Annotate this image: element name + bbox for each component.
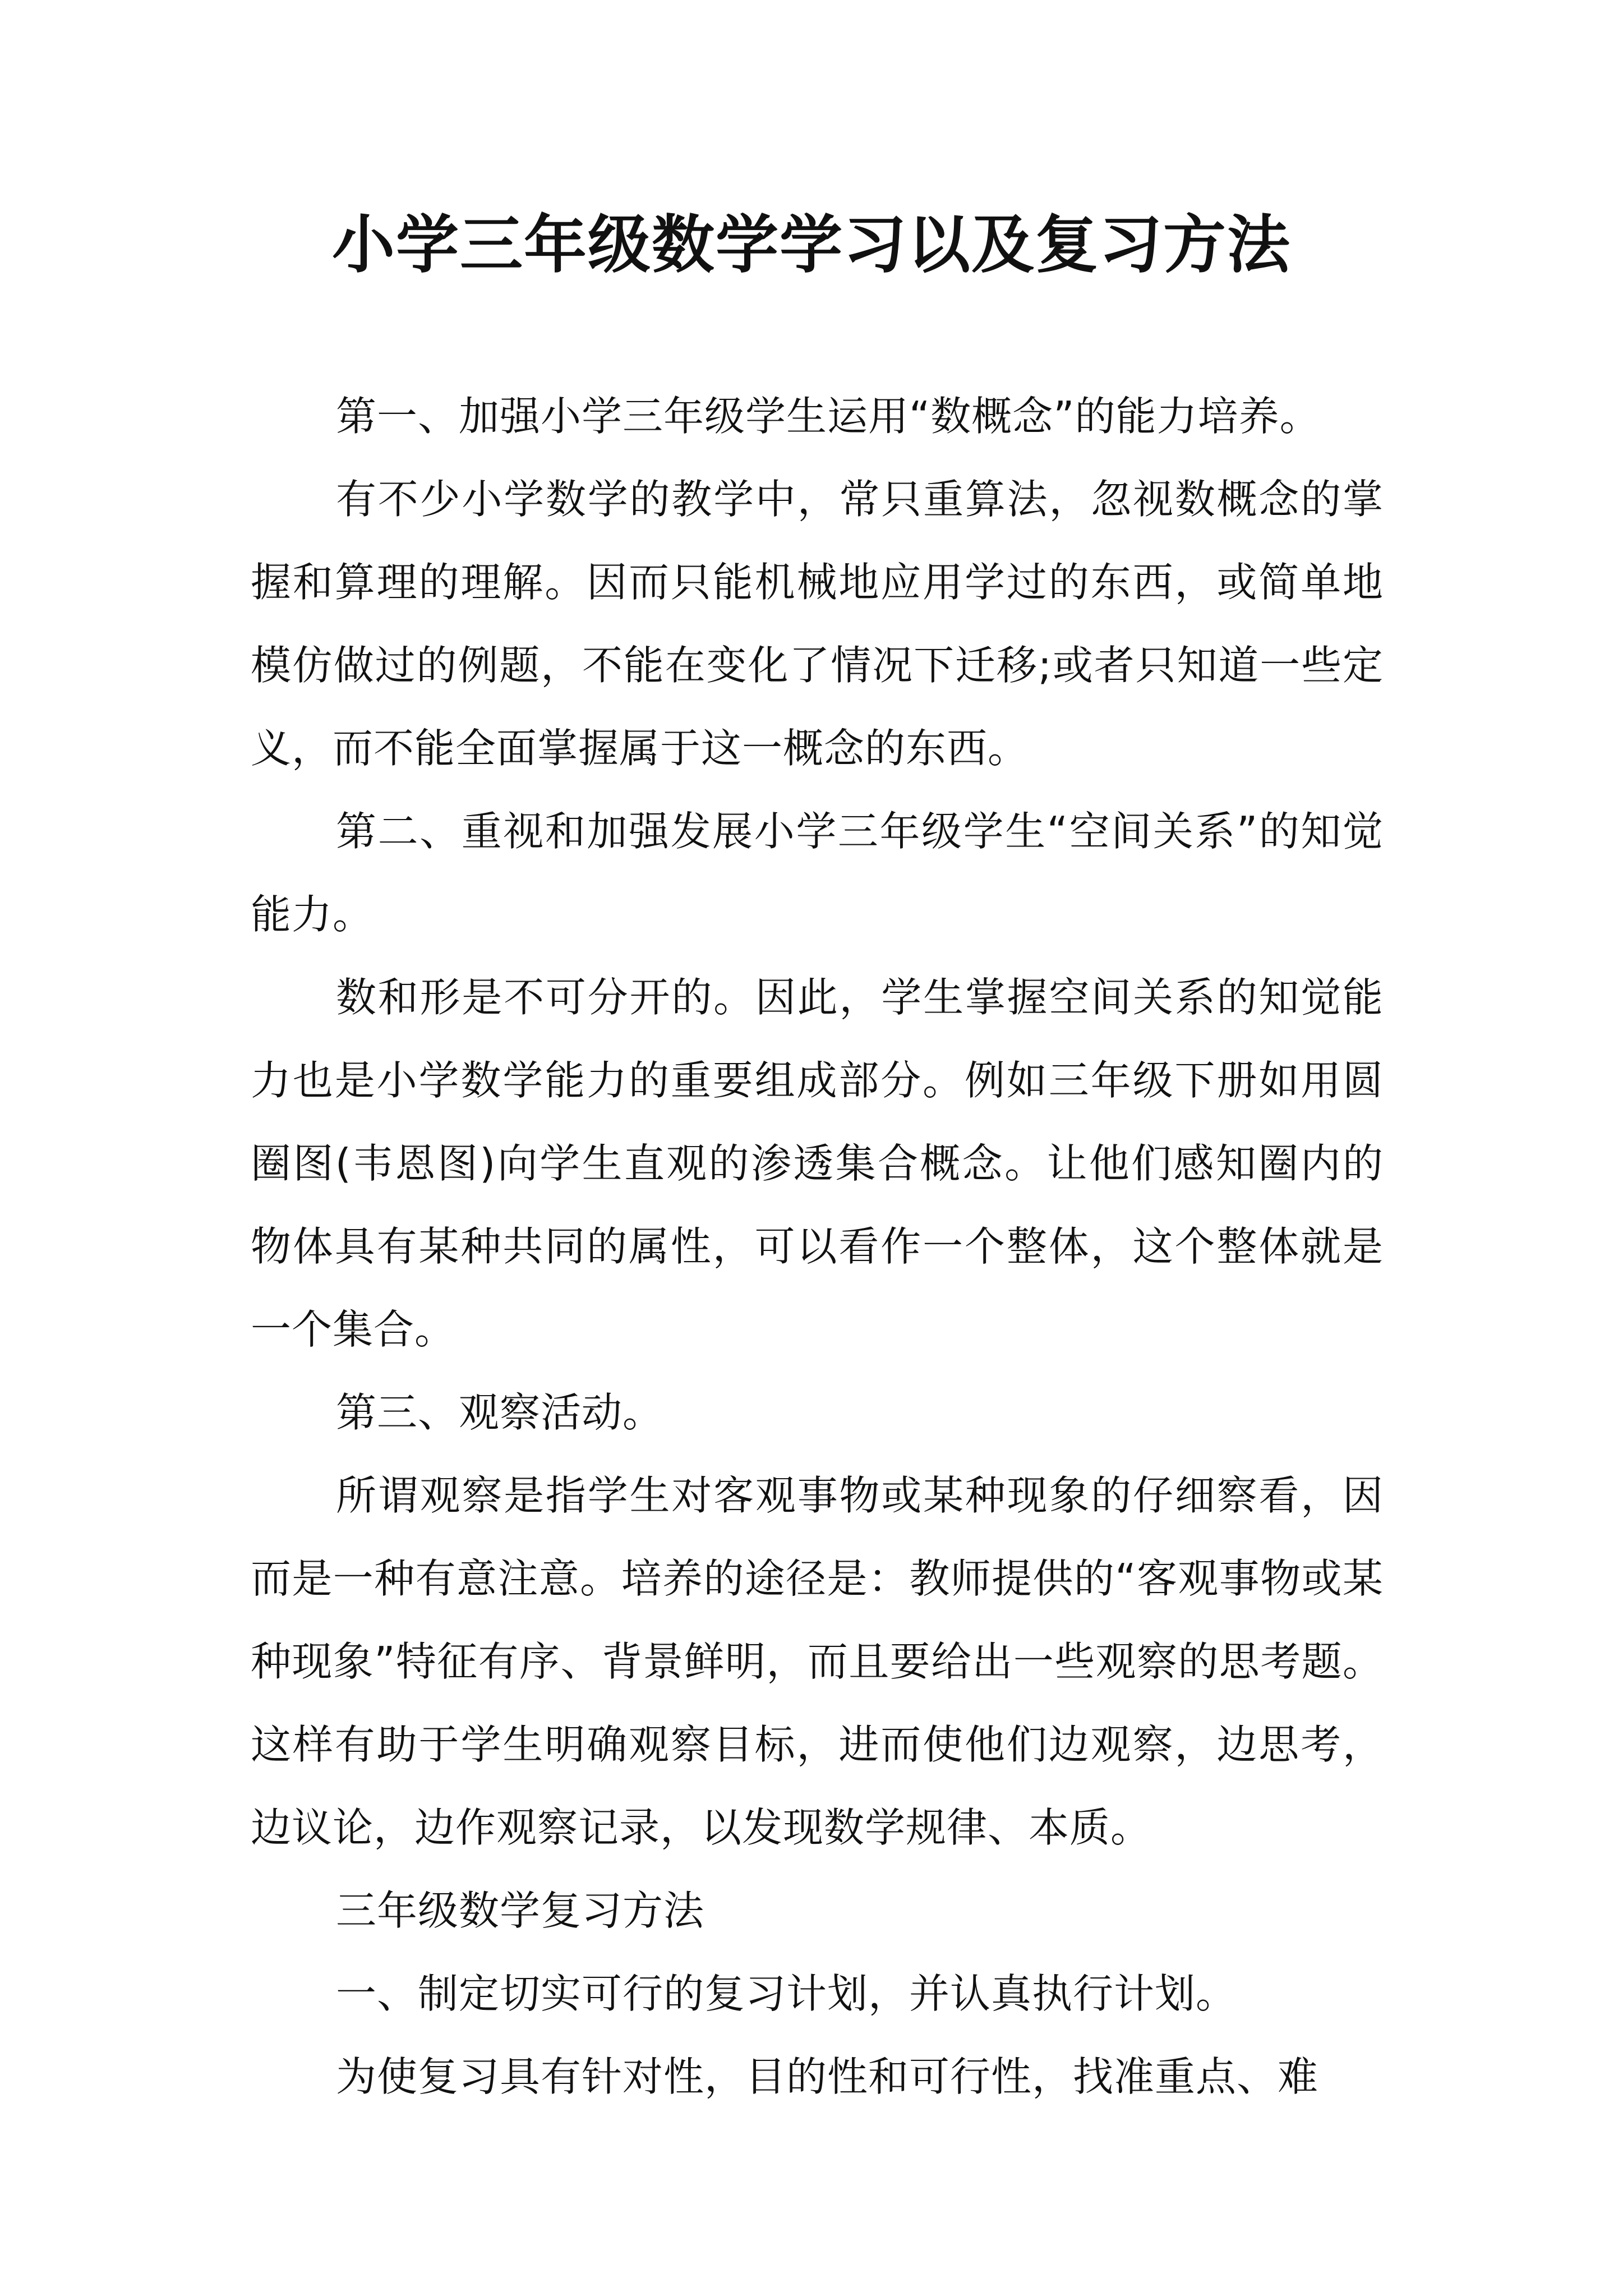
document-body: [251, 375, 1384, 2118]
paragraph-spatial-relations: 数和形是不可分开的。因此，学生掌握空间关系的知觉能力也是小学数学能力的重要组成部分。例如三年级下册如用圆圈图(韦恩图)向学生直观的渗透集合概念。让他们感知圈内的物体具有某种共同的属性，可以看作一个整体，这个整体就是一个集合。: [251, 974, 1384, 1353]
paragraph-review-point-one: 一、制定切实可行的复习计划，并认真执行计划。: [336, 1970, 1237, 2017]
document-title: 小学三年级数学学习以及复习方法: [332, 208, 1291, 282]
paragraph-review-plan: 为使复习具有针对性，目的性和可行性，找准重点、难: [336, 2053, 1319, 2100]
paragraph-point-three-heading: 第三、观察活动。: [336, 1389, 664, 1436]
paragraph-point-one-heading: 第一、加强小学三年级学生运用“数概念”的能力培养。: [336, 393, 1321, 440]
paragraph-number-concept: 有不少小学数学的教学中，常只重算法，忽视数概念的掌握和算理的理解。因而只能机械地应用学过的东西，或简单地模仿做过的例题，不能在变化了情况下迁移;或者只知道一些定义，而不能全面掌握属于这一概念的东西。: [251, 476, 1384, 772]
section-heading-review-methods: 三年级数学复习方法: [336, 1887, 705, 1934]
paragraph-point-two-heading: 第二、重视和加强发展小学三年级学生“空间关系”的知觉能力。: [251, 808, 1384, 938]
paragraph-observation: 所谓观察是指学生对客观事物或某种现象的仔细察看，因而是一种有意注意。培养的途径是：教师提供的“客观事物或某种现象”特征有序、背景鲜明，而且要给出一些观察的思考题。这样有助于学生明确观察目标，进而使他们边观察，边思考，边议论，边作观察记录，以发现数学规律、本质。: [251, 1472, 1384, 1851]
